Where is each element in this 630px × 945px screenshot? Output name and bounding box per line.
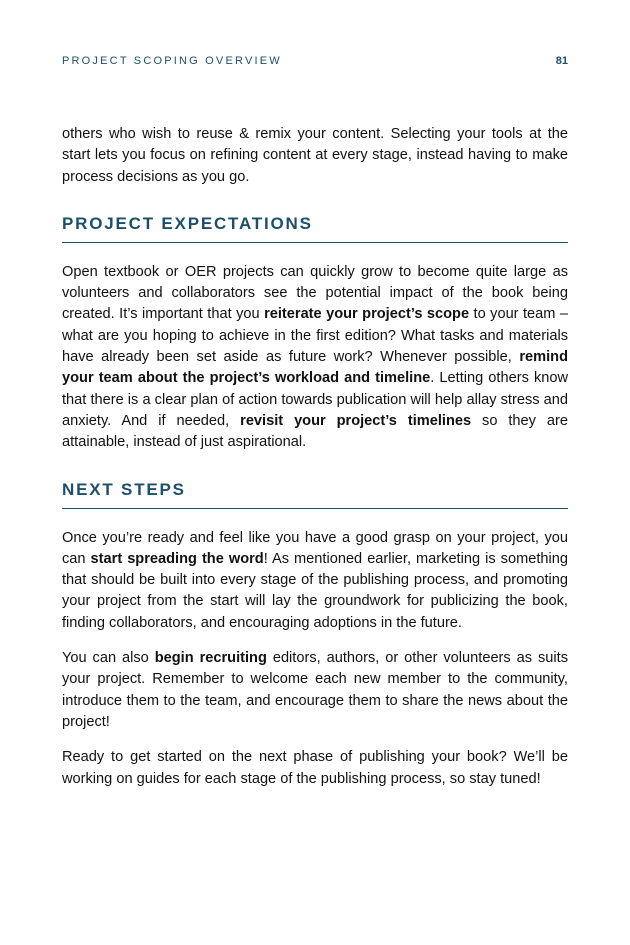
next-steps-paragraph-2 bbox=[62, 648, 568, 733]
text-run: so they are attainable, instead of just aspirational. bbox=[62, 412, 568, 451]
next-steps-paragraph-1 bbox=[62, 528, 568, 634]
section-heading-next-steps: NEXT STEPS bbox=[62, 480, 568, 509]
page-number: 81 bbox=[555, 55, 568, 67]
expectations-paragraph bbox=[62, 262, 568, 454]
page-content bbox=[62, 124, 568, 804]
emphasis-remind-team: remind your team about the project’s workload and timeline bbox=[62, 349, 568, 387]
text-run: editors, authors, or other volunteers as suits your project. Remember to welcome each new member to the community, introduce them to the team, and encourage them to share the news about the project! bbox=[62, 650, 568, 730]
emphasis-revisit-timelines: revisit your project’s timelines bbox=[240, 412, 472, 429]
intro-paragraph: others who wish to reuse & remix your content. Selecting your tools at the start lets you focus on refining content at every stage, instead having to make process decisions as you go. bbox=[62, 126, 568, 185]
text-run: Once you’re ready and feel like you have a good grasp on your project, you can bbox=[62, 529, 568, 567]
text-run: Open textbook or OER projects can quickly grow to become quite large as volunteers and collaborators see the potential impact of the book being created. It’s important that you bbox=[62, 263, 568, 323]
emphasis-begin-recruiting: begin recruiting bbox=[154, 650, 267, 667]
text-run: . Letting others know that there is a clear plan of action towards publication will help allay stress and anxiety. And if needed, bbox=[62, 370, 569, 429]
text-run: ! As mentioned earlier, marketing is something that should be built into every stage of the publishing process, and promoting your project from the start will lay the groundwork for publicizing the book, finding collaborators, and encouraging adoptions in the future. bbox=[62, 550, 568, 631]
text-run: to your team – what are you hoping to achieve in the first edition? What tasks and materials have already been set aside as future work? Whenever possible, bbox=[62, 306, 568, 366]
section-heading-project-expectations: PROJECT EXPECTATIONS bbox=[62, 214, 568, 243]
emphasis-reiterate-scope: reiterate your project’s scope bbox=[264, 306, 470, 323]
running-header bbox=[62, 55, 568, 67]
next-steps-paragraph-3: Ready to get started on the next phase of publishing your book? We’ll be working on guides for each stage of the publishing process, so stay tuned! bbox=[62, 749, 568, 787]
emphasis-spreading-word: start spreading the word bbox=[90, 550, 264, 567]
text-run: You can also bbox=[62, 650, 155, 667]
running-title: PROJECT SCOPING OVERVIEW bbox=[62, 55, 282, 67]
